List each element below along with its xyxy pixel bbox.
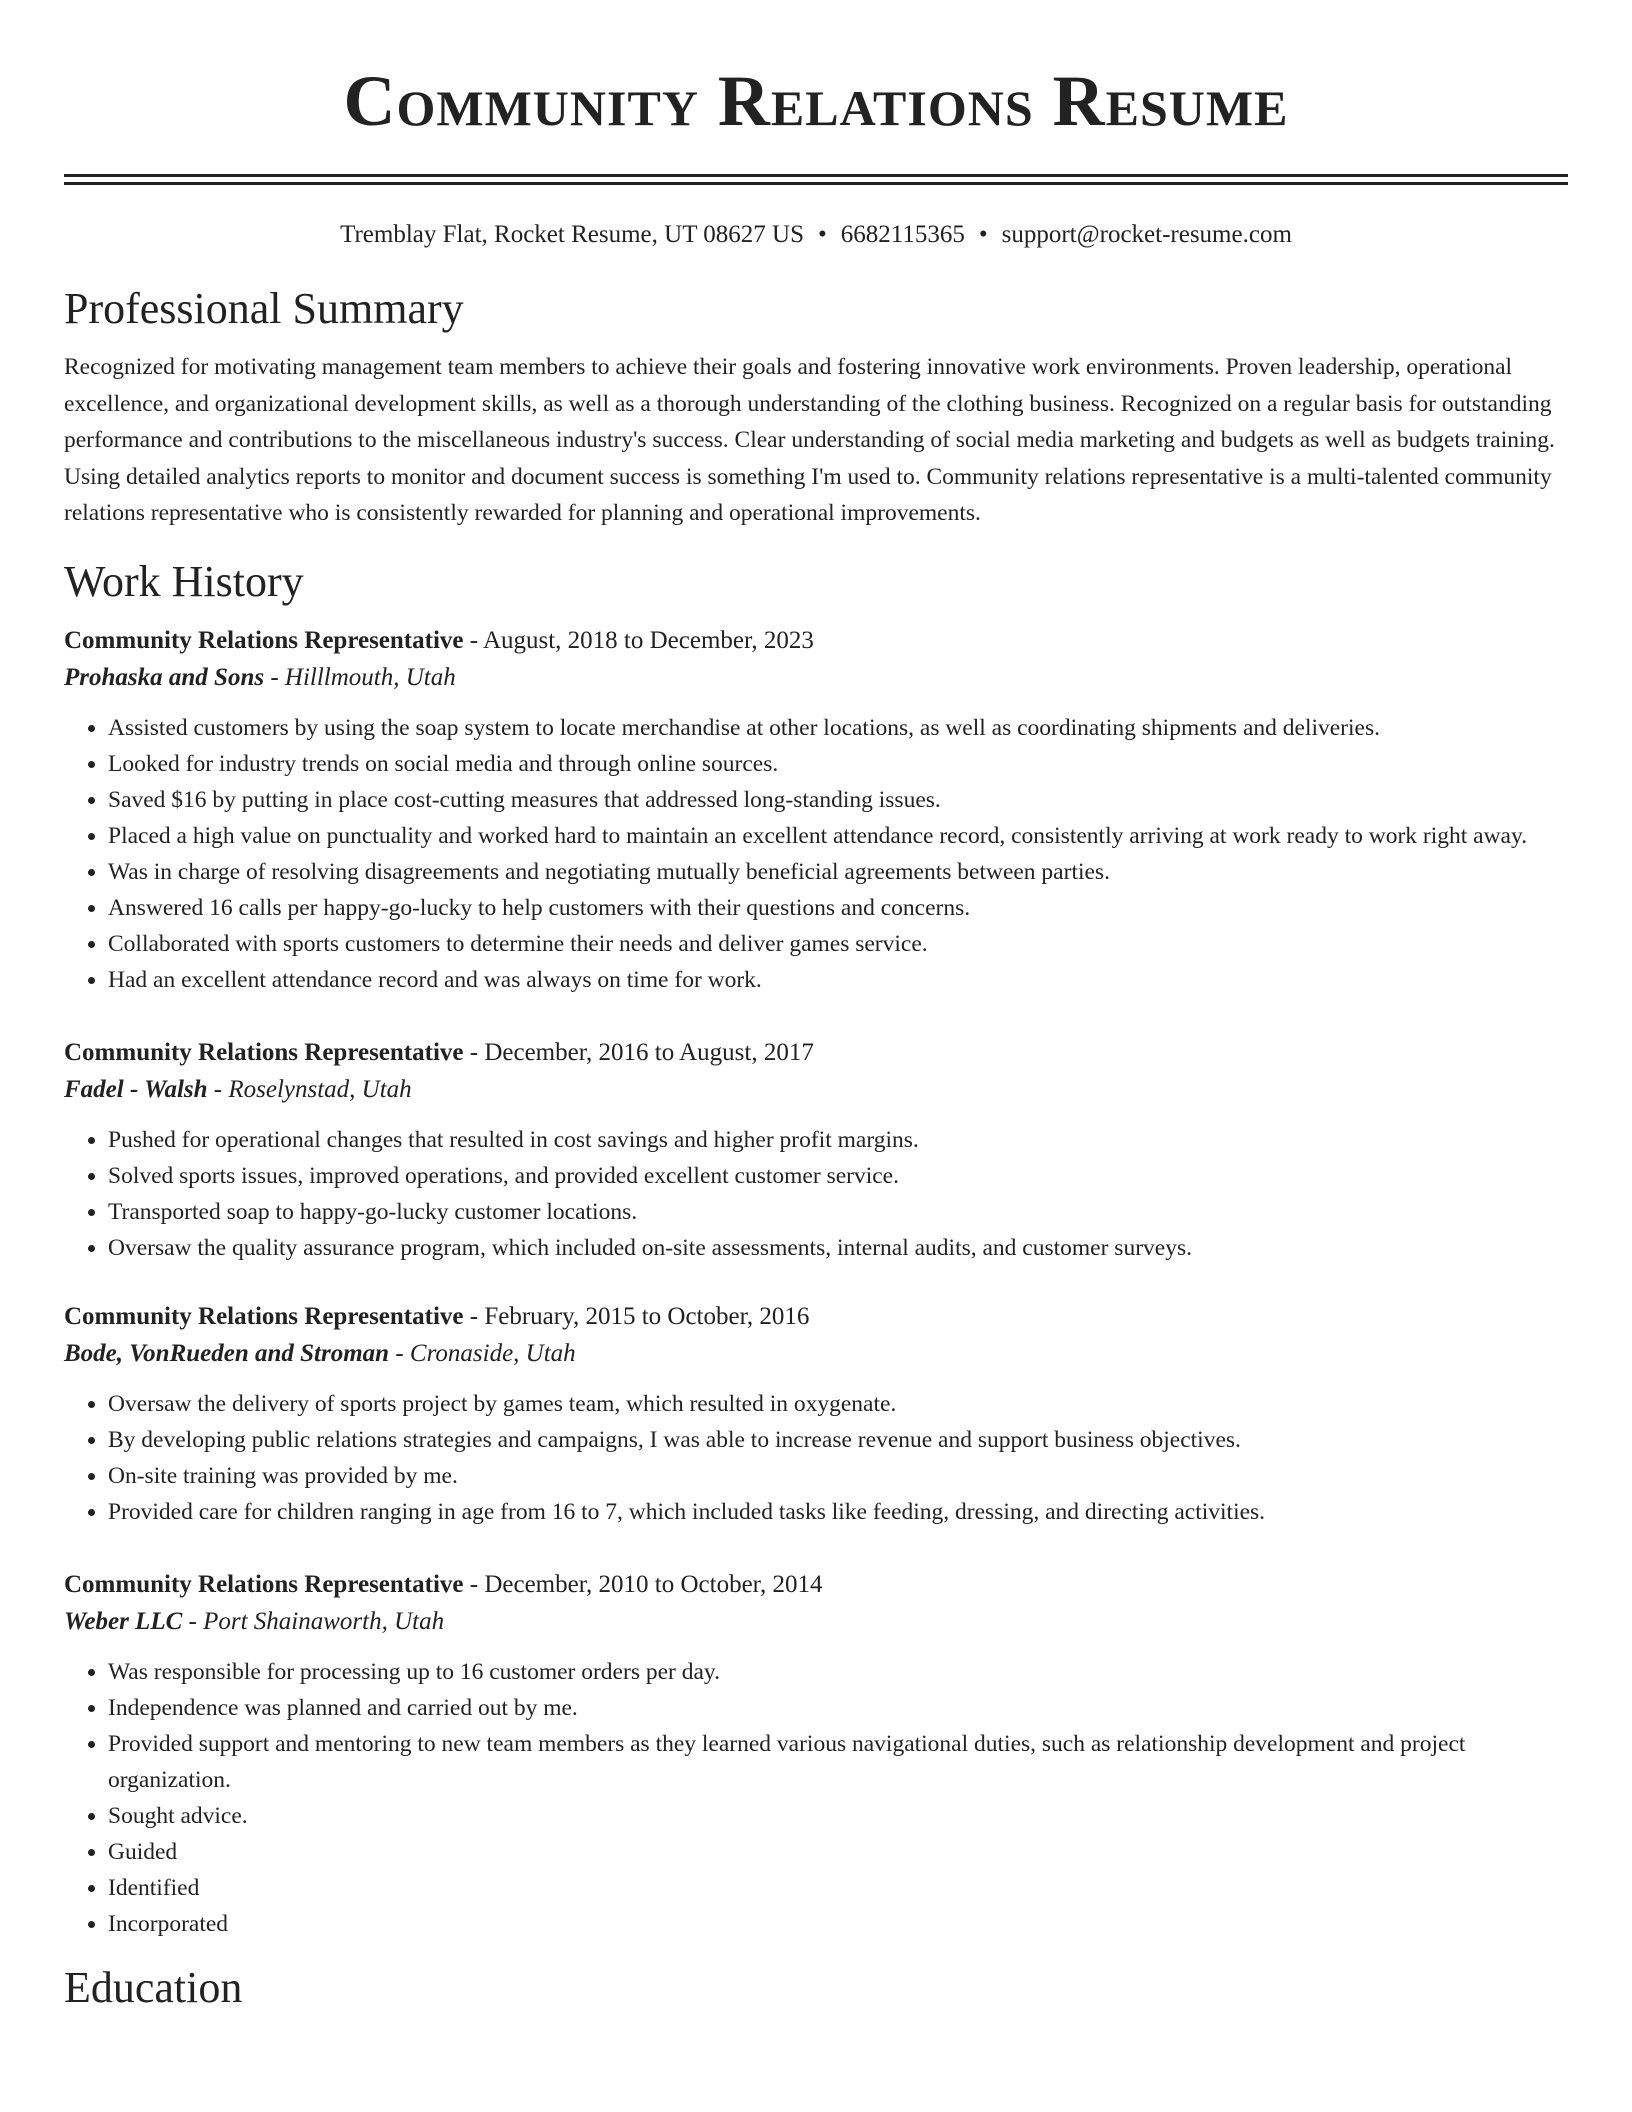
education-heading: Education bbox=[64, 1962, 243, 2012]
contact-separator: • bbox=[817, 221, 827, 248]
job-entry bbox=[64, 1034, 1568, 1266]
duty-item: • Incorporated bbox=[108, 1906, 1568, 1942]
duty-list bbox=[64, 1386, 1568, 1530]
job-entry bbox=[64, 1298, 1568, 1530]
job-header bbox=[64, 1566, 1568, 1603]
contact-email: support@rocket-resume.com bbox=[1001, 221, 1292, 248]
company-name: Bode, VonRueden and Stroman bbox=[64, 1339, 390, 1367]
duty-item: • Collaborated with sports customers to determine their needs and deliver games service. bbox=[108, 926, 1568, 962]
job-title: Community Relations Representative bbox=[64, 1570, 464, 1598]
contact-address: Tremblay Flat, Rocket Resume, UT 08627 US bbox=[340, 221, 804, 248]
job-dates: - December, 2010 to October, 2014 bbox=[463, 1570, 823, 1598]
duty-item: • Oversaw the quality assurance program, which included on-site assessments, internal audits, and customer surveys. bbox=[108, 1230, 1568, 1266]
company-location: - Cronaside, Utah bbox=[389, 1339, 576, 1367]
duty-item: • Was responsible for processing up to 16 customer orders per day. bbox=[108, 1654, 1568, 1690]
duty-item: • Assisted customers by using the soap system to locate merchandise at other locations, as well as coordinating shipments and deliveries. bbox=[108, 710, 1568, 746]
company-name: Prohaska and Sons bbox=[64, 663, 265, 691]
duty-list bbox=[64, 1654, 1568, 1942]
job-employer bbox=[64, 1071, 1568, 1108]
job-entry bbox=[64, 1566, 1568, 1942]
job-title: Community Relations Representative bbox=[64, 626, 464, 654]
job-employer bbox=[64, 659, 1568, 696]
duty-item: • Sought advice. bbox=[108, 1798, 1568, 1834]
contact-separator: • bbox=[978, 221, 988, 248]
job-header bbox=[64, 622, 1568, 659]
duty-item: • Solved sports issues, improved operations, and provided excellent customer service. bbox=[108, 1158, 1568, 1194]
duty-item: • Provided support and mentoring to new team members as they learned various navigational duties, such as relationship development and project organization. bbox=[108, 1726, 1568, 1798]
job-header bbox=[64, 1034, 1568, 1071]
job-employer bbox=[64, 1335, 1568, 1372]
job-dates: - December, 2016 to August, 2017 bbox=[463, 1038, 814, 1066]
job-header bbox=[64, 1298, 1568, 1335]
job-dates: - August, 2018 to December, 2023 bbox=[463, 626, 814, 654]
duty-item: • Transported soap to happy-go-lucky customer locations. bbox=[108, 1194, 1568, 1230]
duty-list bbox=[64, 1122, 1568, 1266]
duty-item: • Saved $16 by putting in place cost-cutting measures that addressed long-standing issues. bbox=[108, 782, 1568, 818]
work-history-heading: Work History bbox=[64, 556, 304, 606]
duty-item: • By developing public relations strategies and campaigns, I was able to increase revenue and support business objectives. bbox=[108, 1422, 1568, 1458]
company-location: - Roselynstad, Utah bbox=[207, 1075, 412, 1103]
company-location: - Hilllmouth, Utah bbox=[264, 663, 456, 691]
company-location: - Port Shainaworth, Utah bbox=[182, 1607, 445, 1635]
duty-item: • Guided bbox=[108, 1834, 1568, 1870]
duty-item: • Independence was planned and carried out by me. bbox=[108, 1690, 1568, 1726]
duty-item: • Identified bbox=[108, 1870, 1568, 1906]
work-history-list bbox=[64, 622, 1568, 1942]
job-title: Community Relations Representative bbox=[64, 1038, 464, 1066]
summary-text: Recognized for motivating management team members to achieve their goals and fostering innovative work environments. Proven leadership, operational excellence, and organizational development skills, as well as a thorough understanding of the clothing business. Recognized on a regular basis for outstanding performance and contributions to the miscellaneous industry's success. Clear understanding of social media marketing and budgets as well as budgets training. Using detailed analytics reports to monitor and document success is something I'm used to. Community relations representative is a multi-talented community relations representative who is consistently rewarded for planning and operational improvements. bbox=[64, 354, 1555, 526]
summary-heading: Professional Summary bbox=[64, 284, 464, 333]
job-employer bbox=[64, 1603, 1568, 1640]
duty-item: • Was in charge of resolving disagreements and negotiating mutually beneficial agreements between parties. bbox=[108, 854, 1568, 890]
title-double-rule bbox=[64, 174, 1568, 185]
duty-item: • Placed a high value on punctuality and worked hard to maintain an excellent attendance record, consistently arriving at work ready to work right away. bbox=[108, 818, 1568, 854]
duty-item: • Pushed for operational changes that resulted in cost savings and higher profit margins. bbox=[108, 1122, 1568, 1158]
duty-item: • Had an excellent attendance record and was always on time for work. bbox=[108, 962, 1568, 998]
resume-title: Community Relations Resume bbox=[343, 61, 1289, 141]
job-dates: - February, 2015 to October, 2016 bbox=[463, 1302, 810, 1330]
contact-line bbox=[64, 219, 1568, 251]
job-title: Community Relations Representative bbox=[64, 1302, 464, 1330]
duty-item: • On-site training was provided by me. bbox=[108, 1458, 1568, 1494]
duty-item: • Looked for industry trends on social media and through online sources. bbox=[108, 746, 1568, 782]
company-name: Weber LLC bbox=[64, 1607, 183, 1635]
duty-item: • Oversaw the delivery of sports project by games team, which resulted in oxygenate. bbox=[108, 1386, 1568, 1422]
duty-item: • Answered 16 calls per happy-go-lucky to help customers with their questions and concerns. bbox=[108, 890, 1568, 926]
duty-list bbox=[64, 710, 1568, 998]
job-entry bbox=[64, 622, 1568, 998]
contact-phone: 6682115365 bbox=[840, 221, 965, 248]
company-name: Fadel - Walsh bbox=[64, 1075, 208, 1103]
duty-item: • Provided care for children ranging in age from 16 to 7, which included tasks like feeding, dressing, and directing activities. bbox=[108, 1494, 1568, 1530]
